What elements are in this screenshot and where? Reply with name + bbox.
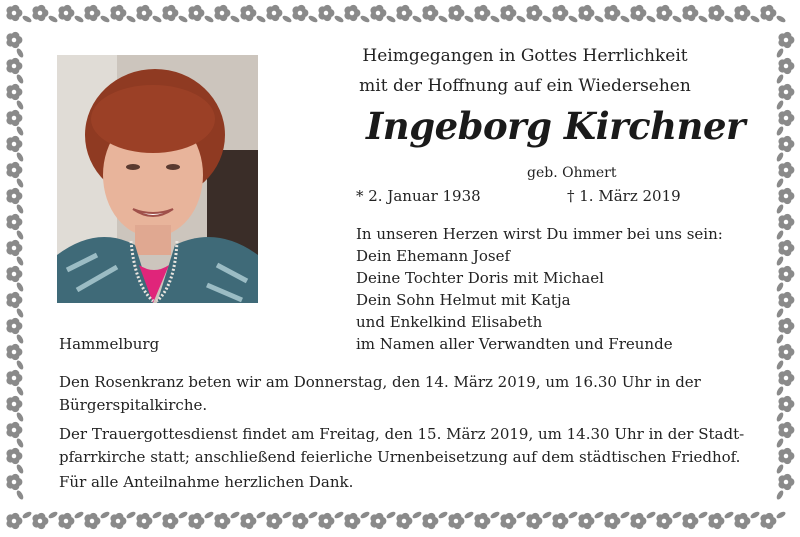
leaf-ornament <box>775 177 784 188</box>
flower-ornament <box>778 474 794 490</box>
flower-ornament <box>778 162 794 178</box>
family-line: Deine Tochter Doris mit Michael <box>356 269 604 287</box>
flower-ornament <box>6 422 22 438</box>
leaf-ornament <box>515 14 526 23</box>
flower-ornament <box>6 396 22 412</box>
family-line: Dein Sohn Helmut mit Katja <box>356 291 571 309</box>
leaf-ornament <box>47 14 58 23</box>
flower-ornament <box>578 5 594 21</box>
flower-ornament <box>84 513 100 529</box>
flower-ornament <box>656 5 672 21</box>
leaf-ornament <box>125 510 136 519</box>
flower-ornament <box>6 162 22 178</box>
flower-ornament <box>240 5 256 21</box>
leaf-ornament <box>593 14 604 23</box>
leaf-ornament <box>697 14 708 23</box>
leaf-ornament <box>567 510 578 519</box>
flower-ornament <box>778 84 794 100</box>
flower-ornament <box>448 5 464 21</box>
leaf-ornament <box>229 510 240 519</box>
family-line: und Enkelkind Elisabeth <box>356 313 543 331</box>
leaf-ornament <box>385 510 396 519</box>
leaf-ornament <box>489 14 500 23</box>
flower-ornament <box>6 32 22 48</box>
leaf-ornament <box>775 437 784 448</box>
leaf-ornament <box>255 510 266 519</box>
flower-ornament <box>6 318 22 334</box>
flower-ornament <box>32 5 48 21</box>
flower-ornament <box>6 84 22 100</box>
leaf-ornament <box>15 385 24 396</box>
leaf-ornament <box>411 510 422 519</box>
leaf-ornament <box>541 14 552 23</box>
flower-ornament <box>292 5 308 21</box>
leaf-ornament <box>749 510 760 519</box>
flower-ornament <box>266 513 282 529</box>
flower-ornament <box>760 513 776 529</box>
leaf-ornament <box>645 510 656 519</box>
flower-ornament <box>266 5 282 21</box>
leaf-ornament <box>463 510 474 519</box>
leaf-ornament <box>47 510 58 519</box>
rosary-info: Den Rosenkranz beten wir am Donnerstag, den 14. März 2019, um 16.30 Uhr in der <box>59 373 701 391</box>
leaf-ornament <box>775 14 786 23</box>
flower-ornament <box>778 318 794 334</box>
flower-ornament <box>6 58 22 74</box>
flower-ornament <box>6 448 22 464</box>
leaf-ornament <box>281 510 292 519</box>
flower-ornament <box>500 513 516 529</box>
flower-ornament <box>474 5 490 21</box>
flower-ornament <box>778 266 794 282</box>
maiden-name: geb. Ohmert <box>527 165 617 181</box>
leaf-ornament <box>775 359 784 370</box>
flower-ornament <box>6 110 22 126</box>
flower-ornament <box>344 513 360 529</box>
flower-ornament <box>656 513 672 529</box>
flower-ornament <box>526 513 542 529</box>
flower-ornament <box>778 370 794 386</box>
leaf-ornament <box>775 99 784 110</box>
leaf-ornament <box>697 510 708 519</box>
family-line: In unseren Herzen wirst Du immer bei uns sein: <box>356 225 723 243</box>
leaf-ornament <box>15 47 24 58</box>
leaf-ornament <box>775 47 784 58</box>
flower-ornament <box>162 5 178 21</box>
flower-ornament <box>778 344 794 360</box>
leaf-ornament <box>15 177 24 188</box>
leaf-ornament <box>99 510 110 519</box>
leaf-ornament <box>775 307 784 318</box>
flower-ornament <box>760 5 776 21</box>
leaf-ornament <box>775 489 784 500</box>
thanks-line: Für alle Anteilnahme herzlichen Dank. <box>59 473 354 491</box>
heading-line-2: mit der Hoffnung auf ein Wiedersehen <box>359 76 691 96</box>
leaf-ornament <box>151 510 162 519</box>
flower-ornament <box>6 370 22 386</box>
leaf-ornament <box>619 510 630 519</box>
leaf-ornament <box>21 510 32 519</box>
place-name: Hammelburg <box>59 335 160 353</box>
leaf-ornament <box>775 385 784 396</box>
leaf-ornament <box>775 463 784 474</box>
leaf-ornament <box>73 510 84 519</box>
portrait-photo <box>57 55 258 303</box>
flower-ornament <box>604 5 620 21</box>
family-line: Dein Ehemann Josef <box>356 247 511 265</box>
flower-ornament <box>240 513 256 529</box>
leaf-ornament <box>775 73 784 84</box>
flower-ornament <box>682 5 698 21</box>
leaf-ornament <box>15 203 24 214</box>
flower-ornament <box>630 5 646 21</box>
flower-ornament <box>778 32 794 48</box>
leaf-ornament <box>333 510 344 519</box>
leaf-ornament <box>229 14 240 23</box>
flower-ornament <box>6 214 22 230</box>
flower-ornament <box>604 513 620 529</box>
flower-ornament <box>84 5 100 21</box>
flower-ornament <box>578 513 594 529</box>
flower-ornament <box>110 5 126 21</box>
flower-ornament <box>552 513 568 529</box>
leaf-ornament <box>15 333 24 344</box>
leaf-ornament <box>307 510 318 519</box>
service-info: Der Trauergottesdienst findet am Freitag, den 15. März 2019, um 14.30 Uhr in der Stadt- <box>59 425 745 443</box>
flower-ornament <box>778 136 794 152</box>
leaf-ornament <box>15 463 24 474</box>
leaf-ornament <box>489 510 500 519</box>
flower-ornament <box>778 396 794 412</box>
flower-ornament <box>214 5 230 21</box>
leaf-ornament <box>15 99 24 110</box>
leaf-ornament <box>593 510 604 519</box>
flower-ornament <box>734 5 750 21</box>
leaf-ornament <box>723 510 734 519</box>
leaf-ornament <box>775 151 784 162</box>
leaf-ornament <box>15 411 24 422</box>
flower-ornament <box>162 513 178 529</box>
flower-ornament <box>344 5 360 21</box>
flower-ornament <box>6 5 22 21</box>
flower-ornament <box>778 110 794 126</box>
leaf-ornament <box>775 125 784 136</box>
flower-ornament <box>370 5 386 21</box>
leaf-ornament <box>749 14 760 23</box>
flower-ornament <box>214 513 230 529</box>
leaf-ornament <box>255 14 266 23</box>
rosary-info-cont: Bürgerspitalkirche. <box>59 396 208 414</box>
flower-ornament <box>422 513 438 529</box>
leaf-ornament <box>437 14 448 23</box>
flower-ornament <box>778 292 794 308</box>
leaf-ornament <box>203 14 214 23</box>
leaf-ornament <box>359 510 370 519</box>
death-date: † 1. März 2019 <box>567 187 681 205</box>
flower-ornament <box>778 214 794 230</box>
leaf-ornament <box>671 14 682 23</box>
flower-ornament <box>6 188 22 204</box>
leaf-ornament <box>281 14 292 23</box>
leaf-ornament <box>307 14 318 23</box>
flower-ornament <box>396 5 412 21</box>
leaf-ornament <box>567 14 578 23</box>
birth-date: * 2. Januar 1938 <box>356 187 481 205</box>
flower-ornament <box>708 513 724 529</box>
leaf-ornament <box>333 14 344 23</box>
leaf-ornament <box>15 125 24 136</box>
leaf-ornament <box>15 281 24 292</box>
leaf-ornament <box>385 14 396 23</box>
flower-ornament <box>778 58 794 74</box>
leaf-ornament <box>437 510 448 519</box>
family-line: im Namen aller Verwandten und Freunde <box>356 335 673 353</box>
leaf-ornament <box>15 307 24 318</box>
flower-ornament <box>188 513 204 529</box>
leaf-ornament <box>775 255 784 266</box>
flower-ornament <box>6 292 22 308</box>
leaf-ornament <box>723 14 734 23</box>
flower-ornament <box>778 448 794 464</box>
flower-ornament <box>58 513 74 529</box>
heading-line-1: Heimgegangen in Gottes Herrlichkeit <box>362 46 688 66</box>
leaf-ornament <box>15 151 24 162</box>
deceased-name: Ingeborg Kirchner <box>366 104 745 148</box>
flower-ornament <box>708 5 724 21</box>
leaf-ornament <box>177 14 188 23</box>
flower-ornament <box>734 513 750 529</box>
flower-ornament <box>778 422 794 438</box>
leaf-ornament <box>21 14 32 23</box>
flower-ornament <box>500 5 516 21</box>
leaf-ornament <box>151 14 162 23</box>
leaf-ornament <box>15 229 24 240</box>
leaf-ornament <box>541 510 552 519</box>
flower-ornament <box>630 513 646 529</box>
leaf-ornament <box>411 14 422 23</box>
flower-ornament <box>474 513 490 529</box>
leaf-ornament <box>177 510 188 519</box>
leaf-ornament <box>775 510 786 519</box>
flower-ornament <box>6 513 22 529</box>
leaf-ornament <box>775 281 784 292</box>
leaf-ornament <box>515 510 526 519</box>
flower-ornament <box>778 240 794 256</box>
leaf-ornament <box>775 333 784 344</box>
flower-ornament <box>6 136 22 152</box>
leaf-ornament <box>775 229 784 240</box>
leaf-ornament <box>203 510 214 519</box>
flower-ornament <box>6 344 22 360</box>
leaf-ornament <box>15 489 24 500</box>
leaf-ornament <box>463 14 474 23</box>
service-info-cont: pfarrkirche statt; anschließend feierliche Urnenbeisetzung auf dem städtischen Friedhof. <box>59 448 741 466</box>
flower-ornament <box>6 266 22 282</box>
flower-ornament <box>552 5 568 21</box>
leaf-ornament <box>73 14 84 23</box>
flower-ornament <box>136 5 152 21</box>
flower-ornament <box>292 513 308 529</box>
flower-ornament <box>110 513 126 529</box>
leaf-ornament <box>125 14 136 23</box>
flower-ornament <box>422 5 438 21</box>
leaf-ornament <box>671 510 682 519</box>
leaf-ornament <box>15 73 24 84</box>
flower-ornament <box>318 5 334 21</box>
leaf-ornament <box>775 203 784 214</box>
flower-ornament <box>58 5 74 21</box>
flower-ornament <box>448 513 464 529</box>
leaf-ornament <box>775 411 784 422</box>
flower-ornament <box>6 474 22 490</box>
flower-ornament <box>778 188 794 204</box>
leaf-ornament <box>359 14 370 23</box>
flower-ornament <box>682 513 698 529</box>
flower-ornament <box>526 5 542 21</box>
flower-ornament <box>188 5 204 21</box>
flower-ornament <box>396 513 412 529</box>
flower-ornament <box>136 513 152 529</box>
leaf-ornament <box>645 14 656 23</box>
leaf-ornament <box>619 14 630 23</box>
leaf-ornament <box>15 255 24 266</box>
leaf-ornament <box>99 14 110 23</box>
flower-ornament <box>318 513 334 529</box>
flower-ornament <box>370 513 386 529</box>
leaf-ornament <box>15 437 24 448</box>
flower-ornament <box>6 240 22 256</box>
leaf-ornament <box>15 359 24 370</box>
flower-ornament <box>32 513 48 529</box>
